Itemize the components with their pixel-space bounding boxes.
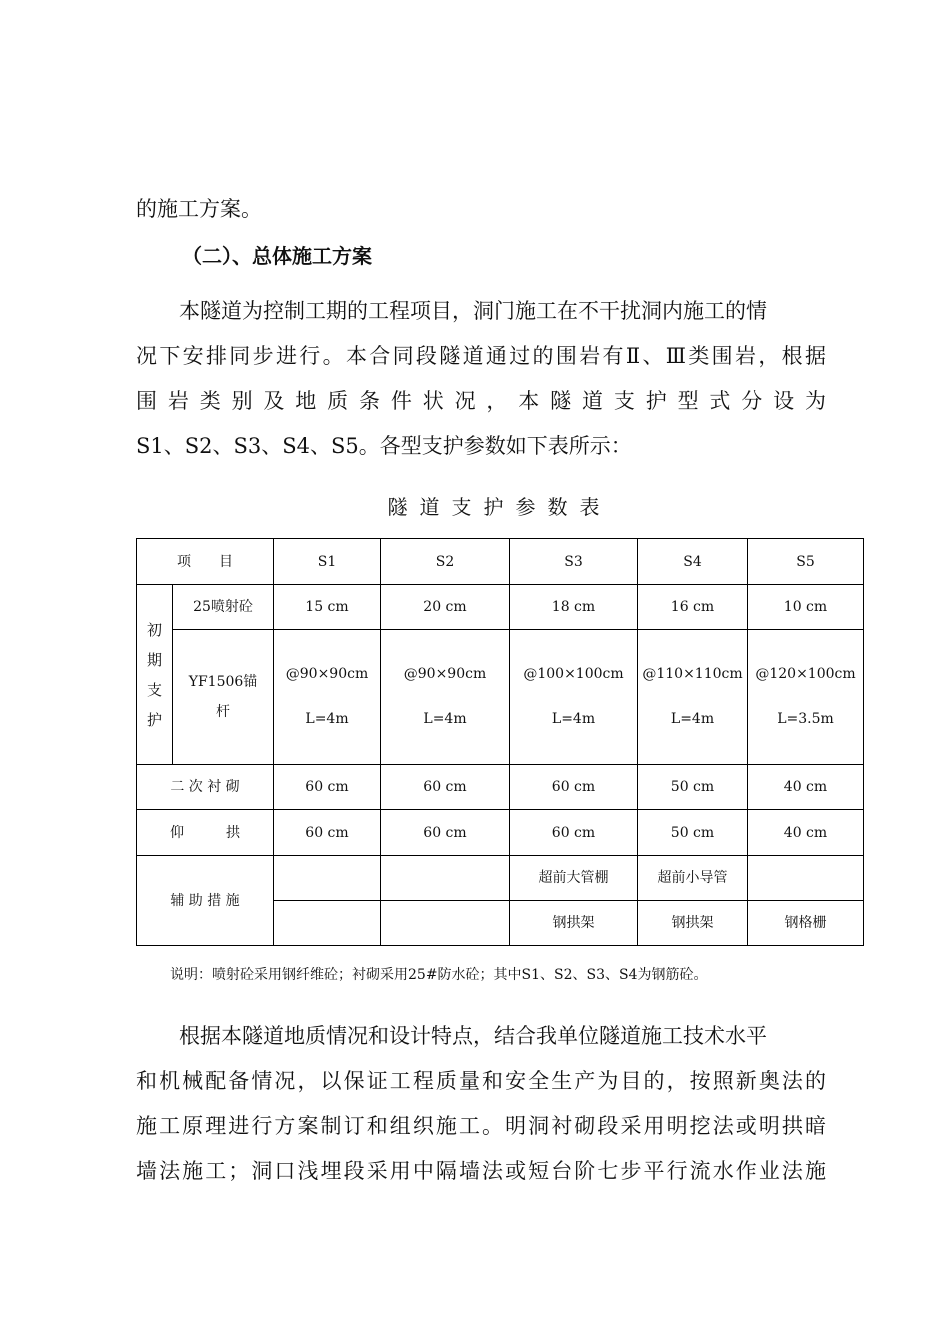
table-cell [381,856,510,901]
table-cell [274,901,381,946]
table-row [137,630,864,765]
table-row [137,765,864,810]
header-s5: S5 [748,539,864,585]
secondary-lining-label: 二 次 衬 砌 [137,765,274,810]
table-cell: 超前大管棚 [510,856,638,901]
table-cell: 18 cm [510,585,638,630]
table-note: 说明：喷射砼采用钢纤维砼；衬砌采用25#防水砼；其中S1、S2、S3、S4为钢筋砼。 [170,967,708,983]
table-cell: 16 cm [638,585,748,630]
table-cell: 钢格栅 [748,901,864,946]
table-cell: 超前小导管 [638,856,748,901]
header-s4: S4 [638,539,748,585]
table-cell: 60 cm [510,810,638,856]
table-cell: 60 cm [274,810,381,856]
shotcrete-label: 25喷射砼 [173,585,274,630]
anchor-label: YF1506锚杆 [173,630,274,765]
table-cell: @120×100cm L=3.5m [748,630,864,765]
paragraph-line: 本隧道为控制工期的工程项目，洞门施工在不干扰洞内施工的情 [179,299,767,323]
table-cell: 60 cm [381,810,510,856]
table-header-row [137,539,864,585]
table-cell: 60 cm [381,765,510,810]
paragraph-line: 的施工方案。 [136,197,262,221]
table-cell: 钢拱架 [510,901,638,946]
table-caption: 隧道支护参数表 [387,495,612,519]
paragraph-line: 况下安排同步进行。本合同段隧道通过的围岩有Ⅱ、Ⅲ类围岩，根据 [136,344,826,368]
table-cell: 60 cm [274,765,381,810]
table-row [137,585,864,630]
table-row [137,856,864,901]
table-cell [748,856,864,901]
table-cell: 20 cm [381,585,510,630]
table-cell [274,856,381,901]
table-cell: 10 cm [748,585,864,630]
paragraph-line: 墙法施工；洞口浅埋段采用中隔墙法或短台阶七步平行流水作业法施 [136,1159,826,1183]
table-cell [381,901,510,946]
table-row [137,810,864,856]
table-cell: @90×90cm L=4m [381,630,510,765]
auxiliary-label: 辅 助 措 施 [137,856,274,946]
invert-label: 仰 拱 [137,810,274,856]
paragraph-line: S1、S2、S3、S4、S5。各型支护参数如下表所示： [136,434,632,458]
initial-support-label: 初 期 支 护 [137,585,173,765]
paragraph-line: 围岩类别及地质条件状况，本隧道支护型式分设为 [136,389,826,413]
table-cell: 15 cm [274,585,381,630]
paragraph-line: 施工原理进行方案制订和组织施工。明洞衬砌段采用明挖法或明拱暗 [136,1114,826,1138]
header-s3: S3 [510,539,638,585]
table-cell: 50 cm [638,810,748,856]
table-cell: 60 cm [510,765,638,810]
table-cell: 40 cm [748,765,864,810]
table-cell: @100×100cm L=4m [510,630,638,765]
header-item: 项 目 [137,539,274,585]
paragraph-line: 根据本隧道地质情况和设计特点，结合我单位隧道施工技术水平 [179,1024,767,1048]
table-cell: @110×110cm L=4m [638,630,748,765]
table-cell: 40 cm [748,810,864,856]
header-s2: S2 [381,539,510,585]
support-parameter-table [136,538,864,946]
table-cell: @90×90cm L=4m [274,630,381,765]
header-s1: S1 [274,539,381,585]
table-cell: 50 cm [638,765,748,810]
table-cell: 钢拱架 [638,901,748,946]
section-heading: （二）、总体施工方案 [182,244,372,268]
paragraph-line: 和机械配备情况，以保证工程质量和安全生产为目的，按照新奥法的 [136,1069,826,1093]
